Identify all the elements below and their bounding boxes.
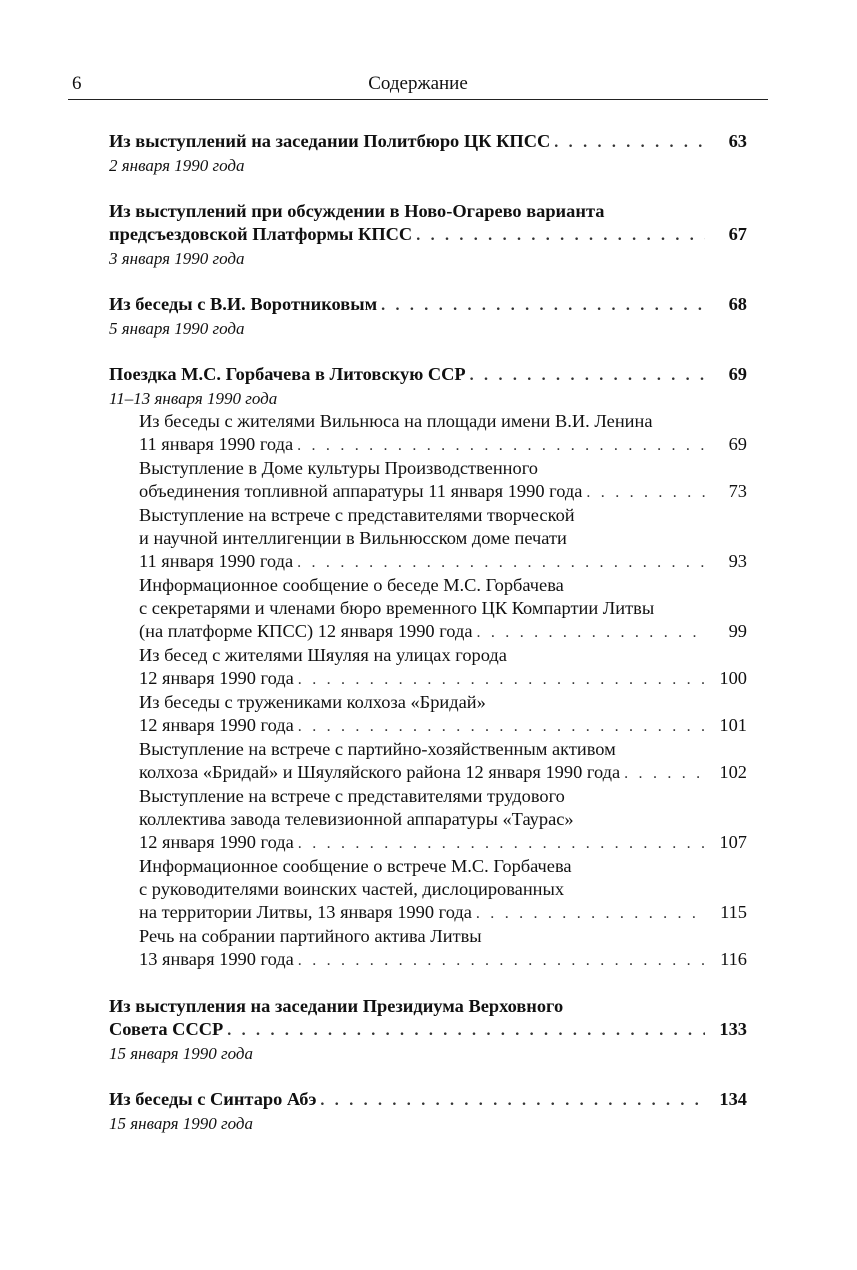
entry-title-line: [139, 901, 747, 925]
dot-leader: [294, 715, 705, 738]
entry-title-text: Из беседы с тружениками колхоза «Бридай»: [139, 692, 486, 712]
entry-title-text: Из выступлений при обсуждении в Ново-Огарево варианта: [109, 201, 605, 221]
dot-leader: [294, 668, 705, 691]
entry-date: 5 января 1990 года: [109, 319, 245, 338]
entry-title-text: предсъездовской Платформы КПСС: [109, 224, 413, 244]
dot-leader: [293, 551, 705, 574]
entry-title-text: Выступление на встрече с партийно-хозяйственным активом: [139, 739, 616, 759]
entry-title-text: Из беседы с В.И. Воротниковым: [109, 294, 378, 314]
entry-title-line: [139, 738, 747, 761]
dot-leader: [377, 294, 705, 317]
toc-entry: [109, 1088, 747, 1135]
entry-title-line: [139, 644, 747, 667]
page-ref: 133: [719, 1019, 747, 1039]
page-ref: 69: [728, 434, 747, 454]
entry-title-line: [109, 1018, 747, 1042]
table-of-contents: [109, 130, 747, 1158]
dot-leader: [472, 902, 705, 925]
entry-title-text: 12 января 1990 года: [139, 715, 294, 735]
entry-title-text: 13 января 1990 года: [139, 949, 294, 969]
entry-title-text: объединения топливной аппаратуры 11 января 1990 года: [139, 481, 583, 501]
entry-title-text: коллектива завода телевизионной аппаратуры «Таурас»: [139, 809, 574, 829]
running-header: [68, 71, 768, 100]
entry-title-text: Информационное сообщение о беседе М.С. Горбачева: [139, 575, 564, 595]
entry-title-text: Поездка М.С. Горбачева в Литовскую ССР: [109, 364, 466, 384]
entry-title-line: [109, 995, 747, 1018]
entry-title-line: [139, 855, 747, 878]
dot-leader: [294, 949, 705, 972]
entry-title-line: [139, 785, 747, 808]
page-ref: 67: [728, 224, 747, 244]
page-ref: 99: [728, 621, 747, 641]
entry-title-text: Из беседы с жителями Вильнюса на площади имени В.И. Ленина: [139, 411, 653, 431]
dot-leader: [412, 224, 705, 247]
page-ref: 116: [720, 949, 747, 969]
page-ref: 69: [728, 364, 747, 384]
entry-title-line: [139, 667, 747, 691]
running-title: Содержание: [368, 73, 468, 94]
dot-leader: [550, 131, 705, 154]
entry-title-text: Речь на собрании партийного актива Литвы: [139, 926, 482, 946]
entry-title-line: [139, 948, 747, 972]
dot-leader: [293, 434, 705, 457]
toc-subentry: [139, 691, 747, 738]
toc-subentry: [139, 574, 747, 644]
entry-date: 15 января 1990 года: [109, 1044, 254, 1063]
page-ref: 115: [720, 902, 747, 922]
entry-title-line: [139, 550, 747, 574]
toc-subentry: [139, 410, 747, 457]
toc-subentry: [139, 855, 747, 925]
entry-title-text: с руководителями воинских частей, дислоцированных: [139, 879, 565, 899]
entry-title-text: колхоза «Бридай» и Шяуляйского района 12 января 1990 года: [139, 762, 621, 782]
entry-title-text: на территории Литвы, 13 января 1990 года: [139, 902, 472, 922]
entry-title-line: [139, 410, 747, 433]
toc-entry: [109, 293, 747, 340]
page-ref: 107: [719, 832, 747, 852]
toc-entry: [109, 130, 747, 177]
dot-leader: [582, 481, 705, 504]
entry-date: 15 января 1990 года: [109, 1114, 254, 1133]
entry-title-line: [139, 574, 747, 597]
page-ref: 100: [719, 668, 747, 688]
entry-title-text: Из выступлений на заседании Политбюро ЦК КПСС: [109, 131, 551, 151]
entry-title-line: [139, 457, 747, 480]
entry-date: 11–13 января 1990 года: [109, 389, 278, 408]
entry-title-line: [139, 714, 747, 738]
toc-subentry: [139, 738, 747, 785]
toc-entry: [109, 363, 747, 972]
entry-title-text: Из выступления на заседании Президиума Верховного: [109, 996, 564, 1016]
toc-entry: [109, 995, 747, 1065]
entry-title-line: [139, 504, 747, 527]
entry-title-line: [139, 527, 747, 550]
entry-title-text: 11 января 1990 года: [139, 434, 294, 454]
entry-title-line: [139, 831, 747, 855]
entry-title-text: Выступление на встрече с представителями творческой: [139, 505, 575, 525]
entry-title-line: [139, 878, 747, 901]
toc-subentry: [139, 925, 747, 972]
toc-entry: [109, 200, 747, 270]
entry-title-line: [139, 808, 747, 831]
dot-leader: [620, 762, 705, 785]
entry-title-line: [109, 223, 747, 247]
page-ref: 73: [728, 481, 747, 501]
toc-subentry: [139, 644, 747, 691]
entry-title-line: [139, 691, 747, 714]
toc-subentry: [139, 785, 747, 855]
entry-title-line: [109, 1088, 747, 1112]
dot-leader: [466, 364, 705, 387]
page-ref: 63: [728, 131, 747, 151]
entry-title-text: 12 января 1990 года: [139, 832, 294, 852]
page-ref: 93: [728, 551, 747, 571]
page-ref: 68: [728, 294, 747, 314]
page-ref: 102: [719, 762, 747, 782]
entry-date: 2 января 1990 года: [109, 156, 245, 175]
entry-title-text: Из бесед с жителями Шяуляя на улицах города: [139, 645, 507, 665]
entry-title-text: 11 января 1990 года: [139, 551, 294, 571]
entry-title-text: и научной интеллигенции в Вильнюсском доме печати: [139, 528, 567, 548]
entry-title-line: [139, 433, 747, 457]
entry-title-line: [139, 597, 747, 620]
toc-subentry: [139, 504, 747, 574]
entry-title-line: [109, 293, 747, 317]
entry-title-text: Выступление в Доме культуры Производственного: [139, 458, 538, 478]
entry-title-line: [109, 363, 747, 387]
dot-leader: [473, 621, 706, 644]
dot-leader: [223, 1019, 705, 1042]
entry-title-line: [109, 200, 747, 223]
entry-title-text: (на платформе КПСС) 12 января 1990 года: [139, 621, 473, 641]
dot-leader: [316, 1089, 705, 1112]
page-ref: 101: [719, 715, 747, 735]
entry-title-line: [139, 925, 747, 948]
toc-subentry: [139, 457, 747, 504]
entry-title-text: с секретарями и членами бюро временного ЦК Компартии Литвы: [139, 598, 655, 618]
dot-leader: [294, 832, 705, 855]
entry-date: 3 января 1990 года: [109, 249, 245, 268]
entry-title-line: [139, 761, 747, 785]
entry-title-line: [139, 480, 747, 504]
entry-title-line: [139, 620, 747, 644]
entry-title-text: Из беседы с Синтаро Абэ: [109, 1089, 317, 1109]
entry-title-text: Выступление на встрече с представителями трудового: [139, 786, 565, 806]
page-ref: 134: [719, 1089, 747, 1109]
entry-title-text: 12 января 1990 года: [139, 668, 294, 688]
page-number: 6: [72, 73, 82, 94]
entry-title-line: [109, 130, 747, 154]
entry-title-text: Информационное сообщение о встрече М.С. Горбачева: [139, 856, 572, 876]
entry-title-text: Совета СССР: [109, 1019, 224, 1039]
